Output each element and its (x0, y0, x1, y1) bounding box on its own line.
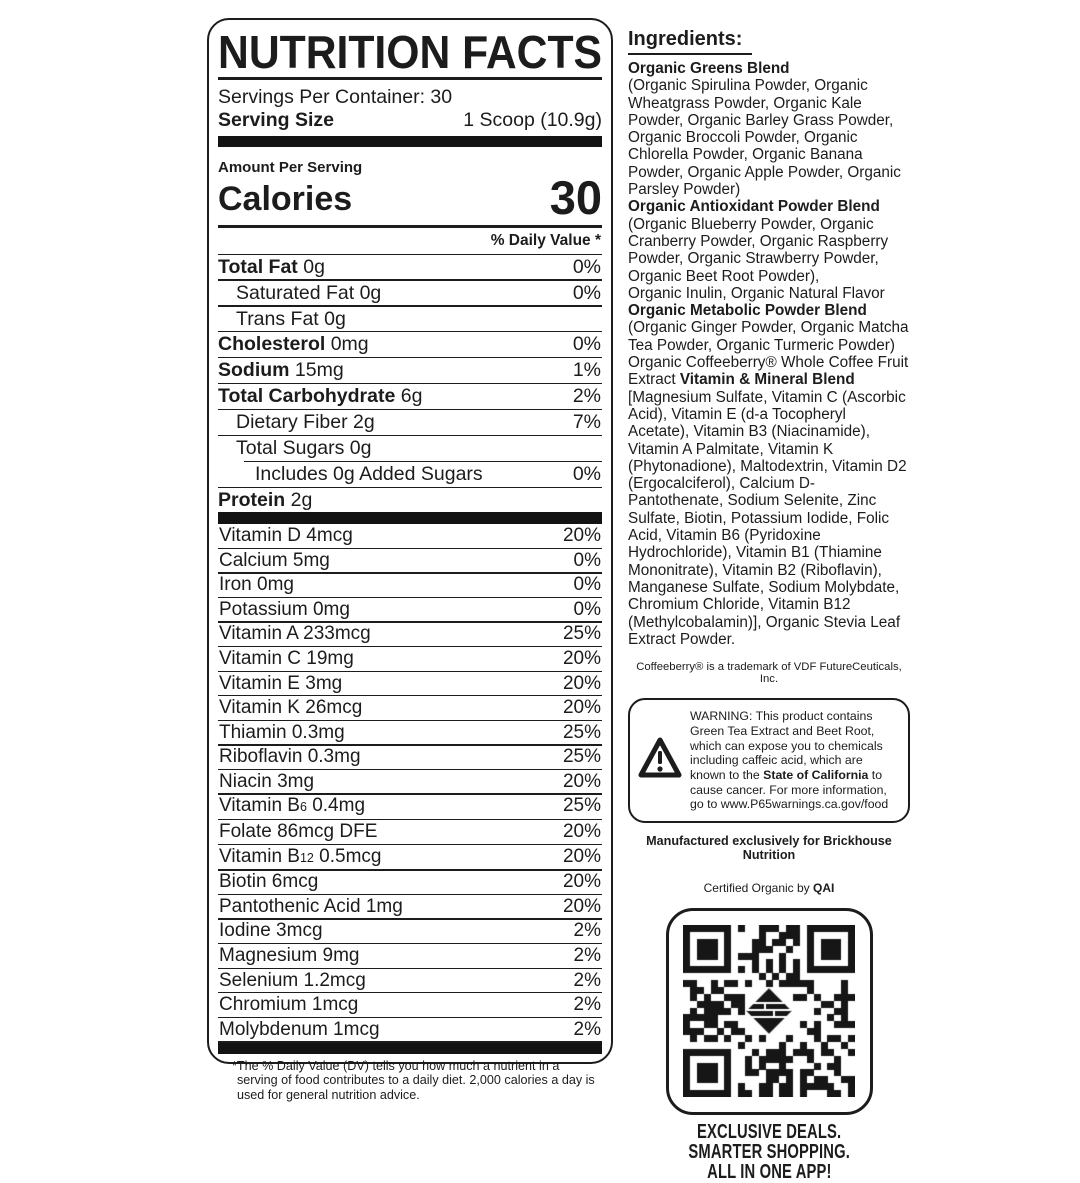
app-promo-tagline (628, 1122, 910, 1182)
daily-value-footnote: *The % Daily Value (DV) tells you how much a nutrient in a serving of food contributes to a daily diet. 2,000 calories a day is used for general nutrition advice. (232, 1058, 595, 1102)
daily-value: 25% (562, 795, 601, 817)
vitamin-name: Pantothenic Acid 1mg (219, 895, 403, 917)
daily-value: 20% (562, 821, 601, 843)
vitamin-name: Vitamin K 26mcg (219, 697, 363, 719)
daily-value: 20% (562, 697, 601, 719)
nutrition-facts-panel (207, 18, 613, 1102)
vitamin-row-folate (218, 820, 602, 843)
section-bar (218, 512, 602, 524)
vitamin-row-potassium (218, 598, 602, 621)
right-column (628, 28, 910, 1182)
calories-value: 30 (549, 171, 602, 224)
daily-value: 20% (562, 895, 601, 917)
nutrient-row-total-carbohydrate (218, 384, 602, 409)
daily-value: 2% (573, 1018, 601, 1040)
vitamin-row-magnesium (218, 944, 602, 967)
vitamin-name: Iron 0mg (219, 574, 294, 596)
calories-row (218, 171, 602, 224)
nutrition-facts-title (218, 28, 602, 80)
section-bar (218, 136, 602, 147)
daily-value: 2% (573, 944, 601, 966)
vitamin-name: Magnesium 9mg (219, 944, 360, 966)
daily-value: 2% (573, 920, 601, 942)
vitamin-name: Molybdenum 1mcg (219, 1018, 380, 1040)
warning-box (628, 698, 910, 823)
nutrition-facts-title-text: NUTRITION FACTS (218, 26, 602, 78)
vitamin-name: Vitamin E 3mg (219, 672, 343, 694)
vitamin-row-vitamin-k (218, 696, 602, 719)
vitamin-name: Potassium 0mg (219, 598, 350, 620)
amount-per-serving-label: Amount Per Serving (218, 159, 363, 176)
vitamin-rows (218, 524, 602, 1042)
certified-organic-note (628, 881, 910, 895)
vitamin-name: Niacin 3mg (219, 770, 315, 792)
vitamin-row-riboflavin (218, 746, 602, 769)
warning-text: WARNING: This product contains Green Tea Extract and Beet Root, which can expose you to chemicals including caffeic acid, which are known to the State of California to cause cancer. For more information, go to www.P65warnings.ca.gov/food (690, 709, 889, 812)
vitamin-row-vitamin-b6 (218, 795, 602, 819)
vitamin-row-vitamin-d (218, 524, 602, 547)
vitamin-name: Selenium 1.2mcg (219, 969, 366, 991)
vitamin-name: Chromium 1mcg (219, 994, 359, 1016)
calories-label: Calories (218, 180, 353, 218)
daily-value: 20% (562, 672, 601, 694)
vitamin-row-selenium (218, 969, 602, 992)
nutrient-name: Saturated Fat 0g (236, 281, 382, 304)
nutrient-name: Sodium 15mg (218, 359, 344, 382)
warning-triangle-icon (637, 736, 683, 785)
daily-value: 25% (562, 623, 601, 645)
nutrient-name: Protein 2g (218, 488, 313, 511)
vitamin-name: Vitamin C 19mg (219, 647, 354, 669)
daily-value: 0% (572, 255, 601, 278)
daily-value: 20% (562, 770, 601, 792)
daily-value: 2% (572, 385, 601, 408)
vitamin-row-pantothenic-acid (218, 895, 602, 918)
nutrient-row-sodium (218, 358, 602, 383)
nutrient-row-cholesterol (218, 332, 602, 357)
vitamin-row-chromium (218, 993, 602, 1016)
daily-value: 20% (562, 647, 601, 669)
nutrient-row-includes-0g-added-sugars (218, 462, 602, 487)
vitamin-row-vitamin-c (218, 647, 602, 670)
vitamin-row-molybdenum (218, 1018, 602, 1041)
daily-value: 0% (572, 333, 601, 356)
certified-prefix: Certified Organic by (703, 881, 814, 896)
daily-value: 0% (573, 549, 601, 571)
vitamin-name: Vitamin B12 0.5mcg (219, 845, 382, 867)
ingredients-text: Organic Greens Blend (Organic Spirulina Powder, Organic Wheatgrass Powder, Organic Kale Powder, Organic Barley Grass Powder, Organic Broccoli Powder, Organic Chlorella Powder, Organic Banana Powder, Organic Apple Powder, Organic Parsley Powder) Organic Antioxidant Powder Blend (Organic Blueberry Powder, Organic Cranberry Powder, Organic Raspberry Powder, Organic Strawberry Powder, Organic Beet Root Powder), Organic Inulin, Organic Natural Flavor Organic Metabolic Powder Blend (Organic Ginger Powder, Organic Matcha Tea Powder, Organic Turmeric Powder) Organic Coffeeberry® Whole Coffee Fruit Extract Vitamin & Mineral Blend [Magnesium Sulfate, Vitamin C (Ascorbic Acid), Vitamin E (d-a Tocopheryl Acetate), Vitamin B3 (Niacinamide), Vitamin A Palmitate, Vitamin K (Phytonadione), Maltodextrin, Vitamin D2 (Ergocalciferol), Calcium D-Pantothenate, Sodium Selenite, Zinc Sulfate, Biotin, Potassium Iodide, Folic Acid, Vitamin B6 (Pyridoxine Hydrochloride), Vitamin B1 (Thiamine Mononitrate), Vitamin B2 (Riboflavin), Manganese Sulfate, Sodium Molybdate, Chromium Chloride, Vitamin B12 (Methylcobalamin)], Organic Stevia Leaf Extract Powder. (628, 60, 909, 648)
daily-value: 7% (572, 411, 601, 434)
vitamin-name: Biotin 6mcg (219, 871, 319, 893)
tagline-line: ALL IN ONE APP! (706, 1160, 832, 1183)
vitamin-name: Iodine 3mcg (219, 920, 323, 942)
certified-org: QAI (813, 881, 835, 896)
nutrient-name: Total Sugars 0g (236, 437, 372, 460)
section-bar (218, 1043, 602, 1054)
nutrient-name: Total Fat 0g (218, 255, 325, 278)
daily-value: 25% (562, 746, 601, 768)
vitamin-row-thiamin (218, 721, 602, 744)
vitamin-name: Vitamin D 4mcg (219, 525, 353, 547)
servings-per-container: Servings Per Container: 30 (218, 86, 453, 108)
vitamin-row-iron (218, 574, 602, 597)
vitamin-name: Vitamin B6 0.4mg (219, 795, 366, 817)
nutrient-name: Total Carbohydrate 6g (218, 385, 423, 408)
tagline-line: EXCLUSIVE DEALS. (696, 1120, 842, 1144)
nutrient-name: Includes 0g Added Sugars (255, 462, 483, 485)
nutrient-row-total-fat (218, 255, 602, 280)
qr-code (666, 908, 873, 1115)
daily-value: 0% (573, 598, 601, 620)
daily-value: 20% (562, 845, 601, 867)
vitamin-row-vitamin-e (218, 672, 602, 695)
ingredients-heading: Ingredients: (628, 28, 752, 55)
vitamin-row-vitamin-b12 (218, 845, 602, 869)
vitamin-name: Calcium 5mg (219, 549, 330, 571)
vitamin-name: Thiamin 0.3mg (219, 721, 345, 743)
nutrient-row-saturated-fat (218, 281, 602, 306)
vitamin-row-niacin (218, 770, 602, 793)
vitamin-name: Vitamin A 233mcg (219, 623, 371, 645)
daily-value: 0% (572, 462, 601, 485)
serving-size-label: Serving Size (218, 109, 334, 131)
daily-value: 2% (573, 994, 601, 1016)
trademark-note: Coffeeberry® is a trademark of VDF FutureCeuticals, Inc. (636, 661, 902, 686)
nutrient-rows (218, 255, 602, 513)
qr-code-canvas (683, 925, 855, 1097)
daily-value-header: % Daily Value * (490, 231, 601, 249)
tagline-line: SMARTER SHOPPING. (688, 1140, 850, 1164)
nutrient-row-protein (218, 488, 602, 513)
vitamin-name: Folate 86mcg DFE (219, 821, 378, 843)
serving-size-value: 1 Scoop (10.9g) (463, 109, 602, 131)
daily-value: 1% (572, 359, 601, 382)
vitamin-row-calcium (218, 549, 602, 572)
nutrient-row-total-sugars (218, 436, 602, 461)
manufactured-note: Manufactured exclusively for Brickhouse Nutrition (646, 834, 892, 863)
nutrient-row-trans-fat (218, 307, 602, 332)
daily-value: 0% (573, 574, 601, 596)
serving-size-row (218, 109, 602, 132)
nutrient-name: Cholesterol 0mg (218, 333, 369, 356)
nutrient-row-dietary-fiber (218, 410, 602, 435)
daily-value: 25% (562, 721, 601, 743)
vitamin-row-iodine (218, 920, 602, 943)
nutrient-name: Trans Fat 0g (236, 307, 346, 330)
vitamin-name: Riboflavin 0.3mg (219, 746, 361, 768)
daily-value: 2% (573, 969, 601, 991)
nutrient-name: Dietary Fiber 2g (236, 411, 375, 434)
daily-value: 20% (562, 871, 601, 893)
daily-value: 20% (562, 525, 601, 547)
vitamin-row-vitamin-a (218, 623, 602, 646)
vitamin-row-biotin (218, 871, 602, 894)
daily-value: 0% (572, 281, 601, 304)
